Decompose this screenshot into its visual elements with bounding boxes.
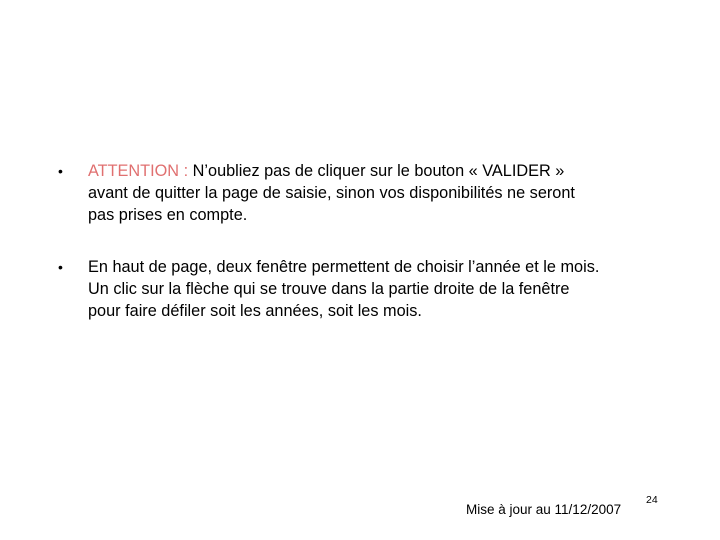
footer-date: Mise à jour au 11/12/2007 xyxy=(466,502,622,517)
attention-label: ATTENTION : xyxy=(88,162,189,180)
bullet-marker: • xyxy=(58,259,63,275)
page-number: 24 xyxy=(646,494,658,506)
bullet-body: N’oubliez pas de cliquer sur le bouton « VALIDER » avant de quitter la page de saisie, sinon vos disponibilités ne seront pas prises en compte. xyxy=(88,162,575,224)
bullet-text xyxy=(88,160,688,226)
bullet-text xyxy=(88,256,688,322)
bullet-body: En haut de page, deux fenêtre permettent de choisir l’année et le mois. Un clic sur la flèche qui se trouve dans la partie droite de la fenêtre pour faire défiler soit les années, soit les mois. xyxy=(88,258,600,320)
bullet-marker: • xyxy=(58,163,63,179)
